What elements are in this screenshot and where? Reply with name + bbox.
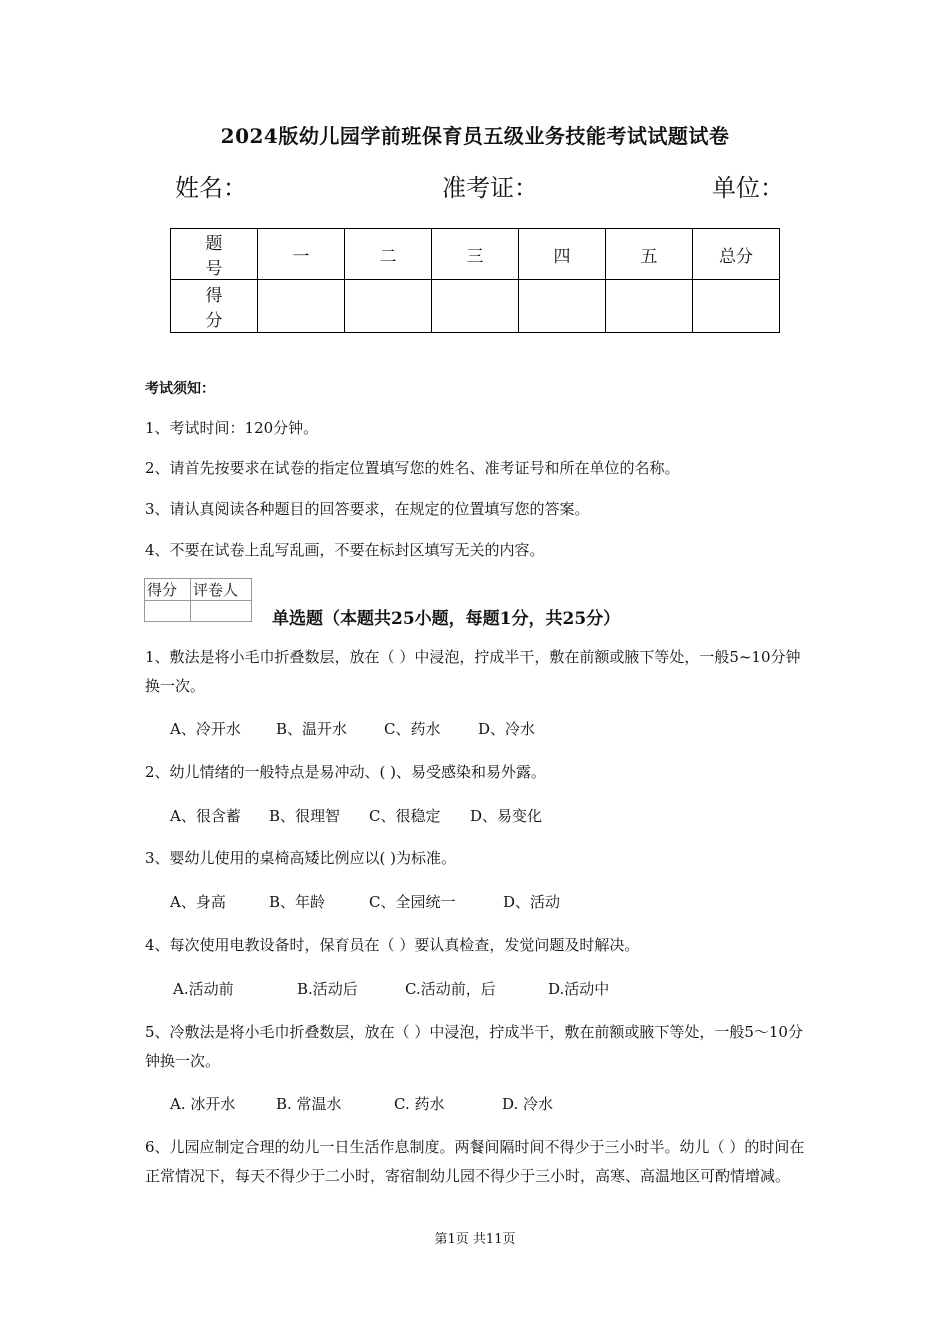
notice-item: 2、请首先按要求在试卷的指定位置填写您的姓名、准考证号和所在单位的名称。 bbox=[145, 459, 680, 477]
grader-score-cell bbox=[145, 601, 191, 622]
question-stem: 2、幼儿情绪的一般特点是易冲动、( )、易受感染和易外露。 bbox=[145, 763, 547, 781]
option: A.活动前 bbox=[173, 980, 234, 998]
option: D、冷水 bbox=[478, 720, 536, 738]
grader-box bbox=[144, 578, 252, 622]
score-table-col-4: 四 bbox=[519, 229, 606, 280]
section-title: 单选题（本题共25小题，每题1分，共25分） bbox=[272, 609, 621, 629]
question-options bbox=[173, 978, 609, 999]
notice-item: 1、考试时间：120分钟。 bbox=[145, 419, 319, 437]
option: D. 冷水 bbox=[502, 1095, 554, 1113]
score-table-col-2: 二 bbox=[345, 229, 432, 280]
score-cell-4 bbox=[519, 280, 606, 333]
question-options bbox=[170, 1093, 553, 1114]
option: C、很稳定 bbox=[369, 807, 441, 825]
option: B、温开水 bbox=[276, 720, 348, 738]
score-table-score-label: 得 分 bbox=[171, 280, 258, 333]
question-options bbox=[170, 718, 535, 739]
score-table-header-label: 题 号 bbox=[171, 229, 258, 280]
exam-id-field-label: 准考证： bbox=[442, 174, 538, 202]
option: A、冷开水 bbox=[170, 720, 241, 738]
score-cell-total bbox=[693, 280, 780, 333]
question-options bbox=[170, 805, 542, 826]
option: A、很含蓄 bbox=[170, 807, 241, 825]
option: C. 药水 bbox=[394, 1095, 445, 1113]
option: C、药水 bbox=[384, 720, 441, 738]
option: A. 冰开水 bbox=[170, 1095, 236, 1113]
option: C.活动前，后 bbox=[405, 980, 496, 998]
grader-reviewer-label: 评卷人 bbox=[191, 579, 252, 601]
candidate-fields bbox=[0, 168, 950, 208]
score-table-col-3: 三 bbox=[432, 229, 519, 280]
score-table-col-1: 一 bbox=[258, 229, 345, 280]
score-table-col-5: 五 bbox=[606, 229, 693, 280]
question-options bbox=[170, 891, 560, 912]
score-cell-1 bbox=[258, 280, 345, 333]
notice-item: 3、请认真阅读各种题目的回答要求，在规定的位置填写您的答案。 bbox=[145, 500, 590, 518]
score-cell-3 bbox=[432, 280, 519, 333]
option: D、易变化 bbox=[470, 807, 543, 825]
option: D.活动中 bbox=[548, 980, 610, 998]
option: B.活动后 bbox=[297, 980, 358, 998]
option: D、活动 bbox=[503, 893, 561, 911]
question-stem: 6、儿园应制定合理的幼儿一日生活作息制度。两餐间隔时间不得少于三小时半。幼儿（ ）的时间在正常情况下，每天不得少于二小时，寄宿制幼儿园不得少于三小时，高寒、高温地区可酌情增减。 bbox=[145, 1138, 805, 1185]
question-stem: 1、敷法是将小毛巾折叠数层，放在（ ）中浸泡，拧成半干，敷在前额或腋下等处，一般5~10分钟换一次。 bbox=[145, 648, 801, 695]
notice-heading: 考试须知： bbox=[145, 381, 215, 397]
page-footer: 第1页 共11页 bbox=[434, 1232, 516, 1247]
question-stem: 4、每次使用电教设备时，保育员在（ ）要认真检查，发觉问题及时解决。 bbox=[145, 936, 640, 954]
score-cell-5 bbox=[606, 280, 693, 333]
question-stem: 3、婴幼儿使用的桌椅高矮比例应以( )为标准。 bbox=[145, 849, 457, 867]
score-table-header-row bbox=[171, 229, 780, 280]
option: A、身高 bbox=[170, 893, 226, 911]
grader-score-label: 得分 bbox=[145, 579, 191, 601]
option: B、很理智 bbox=[269, 807, 341, 825]
score-table-col-total: 总分 bbox=[693, 229, 780, 280]
option: C、全园统一 bbox=[369, 893, 456, 911]
page-title: 2024版幼儿园学前班保育员五级业务技能考试试题试卷 bbox=[220, 124, 730, 148]
question-stem: 5、冷敷法是将小毛巾折叠数层，放在（ ）中浸泡，拧成半干，敷在前额或腋下等处，一般5～10分钟换一次。 bbox=[145, 1023, 803, 1070]
option: B. 常温水 bbox=[276, 1095, 342, 1113]
option: B、年龄 bbox=[269, 893, 326, 911]
score-table-score-row bbox=[171, 280, 780, 333]
notice-item: 4、不要在试卷上乱写乱画，不要在标封区填写无关的内容。 bbox=[145, 541, 545, 559]
score-cell-2 bbox=[345, 280, 432, 333]
unit-field-label: 单位： bbox=[712, 174, 784, 202]
name-field-label: 姓名： bbox=[175, 174, 247, 202]
grader-reviewer-cell bbox=[191, 601, 252, 622]
score-table bbox=[170, 228, 780, 333]
